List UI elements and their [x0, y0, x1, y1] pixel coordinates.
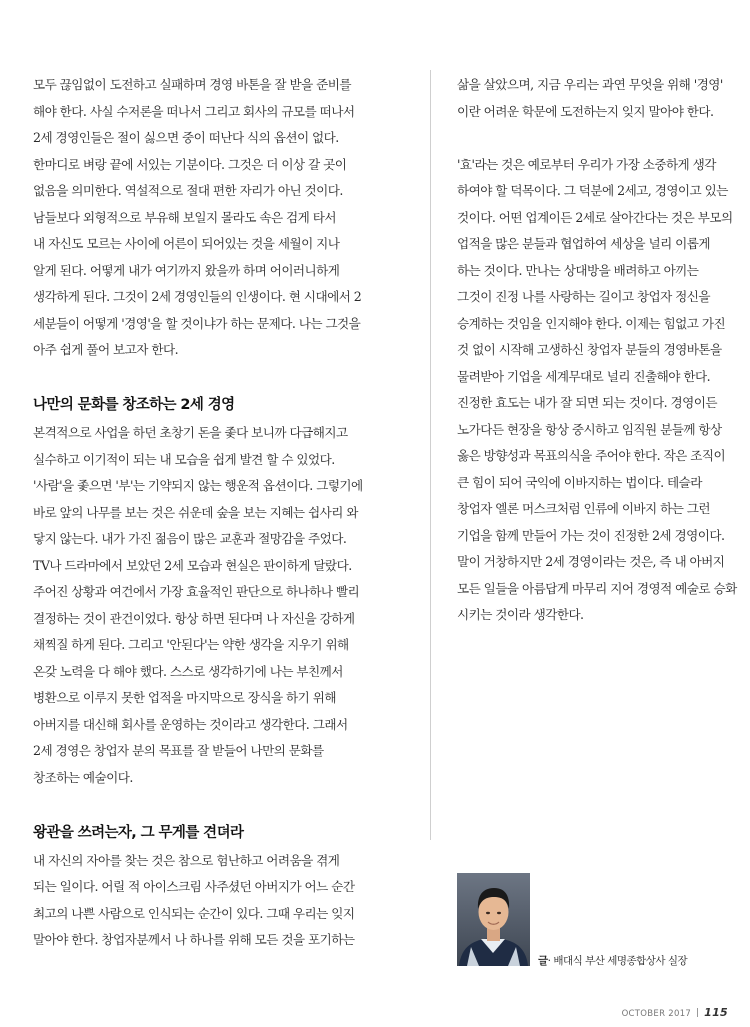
section1-paragraph: [33, 420, 373, 791]
author-photo: [457, 873, 530, 966]
text-line: 채찍질 하게 된다. 그리고 '안된다'는 약한 생각을 지우기 위해: [33, 637, 349, 652]
text-line: 2세 경영인들은 절이 싫으면 중이 떠난다 식의 옵션이 없다.: [33, 130, 339, 145]
text-line: 세분들이 어떻게 '경영'을 할 것이냐가 하는 문제다. 나는 그것을: [33, 315, 361, 331]
text-line: 시키는 것이라 생각한다.: [457, 607, 584, 622]
text-line: 생각하게 된다. 그것이 2세 경영인들의 인생이다. 현 시대에서 2: [33, 289, 362, 304]
footer-separator: [697, 1008, 698, 1017]
text-line: 것 없이 시작해 고생하신 창업자 분들의 경영바톤을: [457, 342, 722, 357]
text-line: 노가다든 현장을 항상 중시하고 임직원 분들께 항상: [457, 421, 722, 437]
section-heading-crown: 왕관을 쓰려는자, 그 무게를 견뎌라: [33, 824, 244, 841]
text-line: 아버지를 대신해 회사를 운영하는 것이라고 생각한다. 그래서: [33, 716, 348, 732]
right-paragraph-2: [457, 152, 740, 629]
text-line: 한마디로 벼랑 끝에 서있는 기분이다. 그것은 더 이상 갈 곳이: [33, 156, 347, 172]
author-name: · 배대식 부산 세명종합상사 실장: [547, 955, 688, 967]
text-line: 내 자신도 모르는 사이에 어른이 되어있는 것을 세월이 지나: [33, 236, 340, 251]
text-line: 하는 것이다. 만나는 상대방을 배려하고 아끼는: [457, 262, 699, 278]
text-line: 최고의 나쁜 사람으로 인식되는 순간이 있다. 그때 우리는 잊지: [33, 905, 355, 921]
right-column: [457, 72, 740, 629]
text-line: 없음을 의미한다. 역설적으로 절대 편한 자리가 아닌 것이다.: [33, 183, 343, 198]
text-line: 실수하고 이기적이 되는 내 모습을 쉽게 발견 할 수 있었다.: [33, 451, 335, 467]
text-line: 하여야 할 덕목이다. 그 덕분에 2세고, 경영이고 있는: [457, 183, 728, 198]
text-line: 말이 거창하지만 2세 경영이라는 것은, 즉 내 아버지: [457, 554, 725, 569]
text-line: 알게 된다. 어떻게 내가 여기까지 왔을까 하며 어이러니하게: [33, 262, 340, 278]
text-line: 옳은 방향성과 목표의식을 주어야 한다. 작은 조직이: [457, 448, 726, 463]
text-line: 큰 힘이 되어 국익에 이바지하는 법이다. 테슬라: [457, 474, 702, 490]
left-column: [33, 72, 373, 954]
text-line: 본격적으로 사업을 하던 초창기 돈을 좇다 보니까 다급해지고: [33, 425, 348, 440]
issue-date: OCTOBER 2017: [621, 1009, 692, 1019]
author-portrait-icon: [457, 873, 530, 966]
text-line: 결정하는 것이 관건이었다. 항상 하면 된다며 나 자신을 강하게: [33, 610, 355, 626]
section-heading-culture: 나만의 문화를 창조하는 2세 경영: [33, 397, 235, 413]
text-line: 남들보다 외형적으로 부유해 보일지 몰라도 속은 검게 타서: [33, 209, 336, 225]
page-footer: [622, 1006, 728, 1019]
text-line: 아주 쉽게 풀어 보고자 한다.: [33, 342, 179, 357]
text-line: 바로 앞의 나무를 보는 것은 쉬운데 숲을 보는 지혜는 쉽사리 와: [33, 504, 358, 520]
text-line: 승계하는 것임을 인지해야 한다. 이제는 힘없고 가진: [457, 315, 726, 331]
text-line: 것이다. 어떤 업계이든 2세로 살아간다는 것은 부모의: [457, 209, 733, 225]
right-paragraph-1: [457, 72, 740, 125]
text-line: 2세 경영은 창업자 분의 목표를 잘 받들어 나만의 문화를: [33, 743, 324, 758]
text-line: TV나 드라마에서 보았던 2세 모습과 현실은 판이하게 달랐다.: [33, 557, 352, 573]
text-line: 병환으로 이루지 못한 업적을 마지막으로 장식을 하기 위해: [33, 690, 336, 705]
text-line: 물려받아 기업을 세계무대로 널리 진출해야 한다.: [457, 368, 711, 384]
text-line: 그것이 진정 나를 사랑하는 길이고 창업자 정신을: [457, 289, 711, 304]
text-line: '효'라는 것은 예로부터 우리가 가장 소중하게 생각: [457, 156, 716, 172]
text-line: 창업자 엘론 머스크처럼 인류에 이바지 하는 그런: [457, 501, 711, 516]
text-line: 말아야 한다. 창업자분께서 나 하나를 위해 모든 것을 포기하는: [33, 932, 355, 947]
page-number: 115: [704, 1006, 728, 1019]
text-line: 이란 어려운 학문에 도전하는지 잊지 말아야 한다.: [457, 103, 714, 119]
author-byline: [538, 953, 687, 968]
column-divider: [430, 70, 431, 840]
text-line: 업적을 많은 분들과 협업하여 세상을 널리 이롭게: [457, 236, 711, 251]
text-line: 내 자신의 자아를 찾는 것은 참으로 험난하고 어려움을 겪게: [33, 852, 340, 868]
text-line: 주어진 상황과 여건에서 가장 효율적인 판단으로 하나하나 빨리: [33, 584, 360, 599]
text-line: 모든 일들을 아름답게 마무리 지어 경영적 예술로 승화: [457, 580, 737, 596]
text-line: 진정한 효도는 내가 잘 되면 되는 것이다. 경영이든: [457, 395, 717, 410]
text-line: 되는 일이다. 어릴 적 아이스크림 사주셨던 아버지가 어느 순간: [33, 879, 355, 894]
text-line: 삶을 살았으며, 지금 우리는 과연 무엇을 위해 '경영': [457, 77, 723, 92]
text-line: 온갖 노력을 다 해야 했다. 스스로 생각하기에 나는 부친께서: [33, 663, 343, 679]
text-line: 닿지 않는다. 내가 가진 젊음이 많은 교훈과 절망감을 주었다.: [33, 531, 347, 546]
author-prefix: 글: [538, 955, 548, 967]
section2-paragraph: [33, 848, 373, 954]
intro-paragraph: [33, 72, 373, 364]
text-line: '사람'을 좇으면 '부'는 기약되지 않는 행운적 옵션이다. 그렇기에: [33, 478, 363, 493]
text-line: 창조하는 예술이다.: [33, 769, 133, 785]
text-line: 기업을 함께 만들어 가는 것이 진정한 2세 경영이다.: [457, 527, 725, 543]
text-line: 해야 한다. 사실 수저론을 떠나서 그리고 회사의 규모를 떠나서: [33, 103, 355, 119]
text-line: 모두 끊임없이 도전하고 실패하며 경영 바톤을 잘 받을 준비를: [33, 77, 352, 92]
